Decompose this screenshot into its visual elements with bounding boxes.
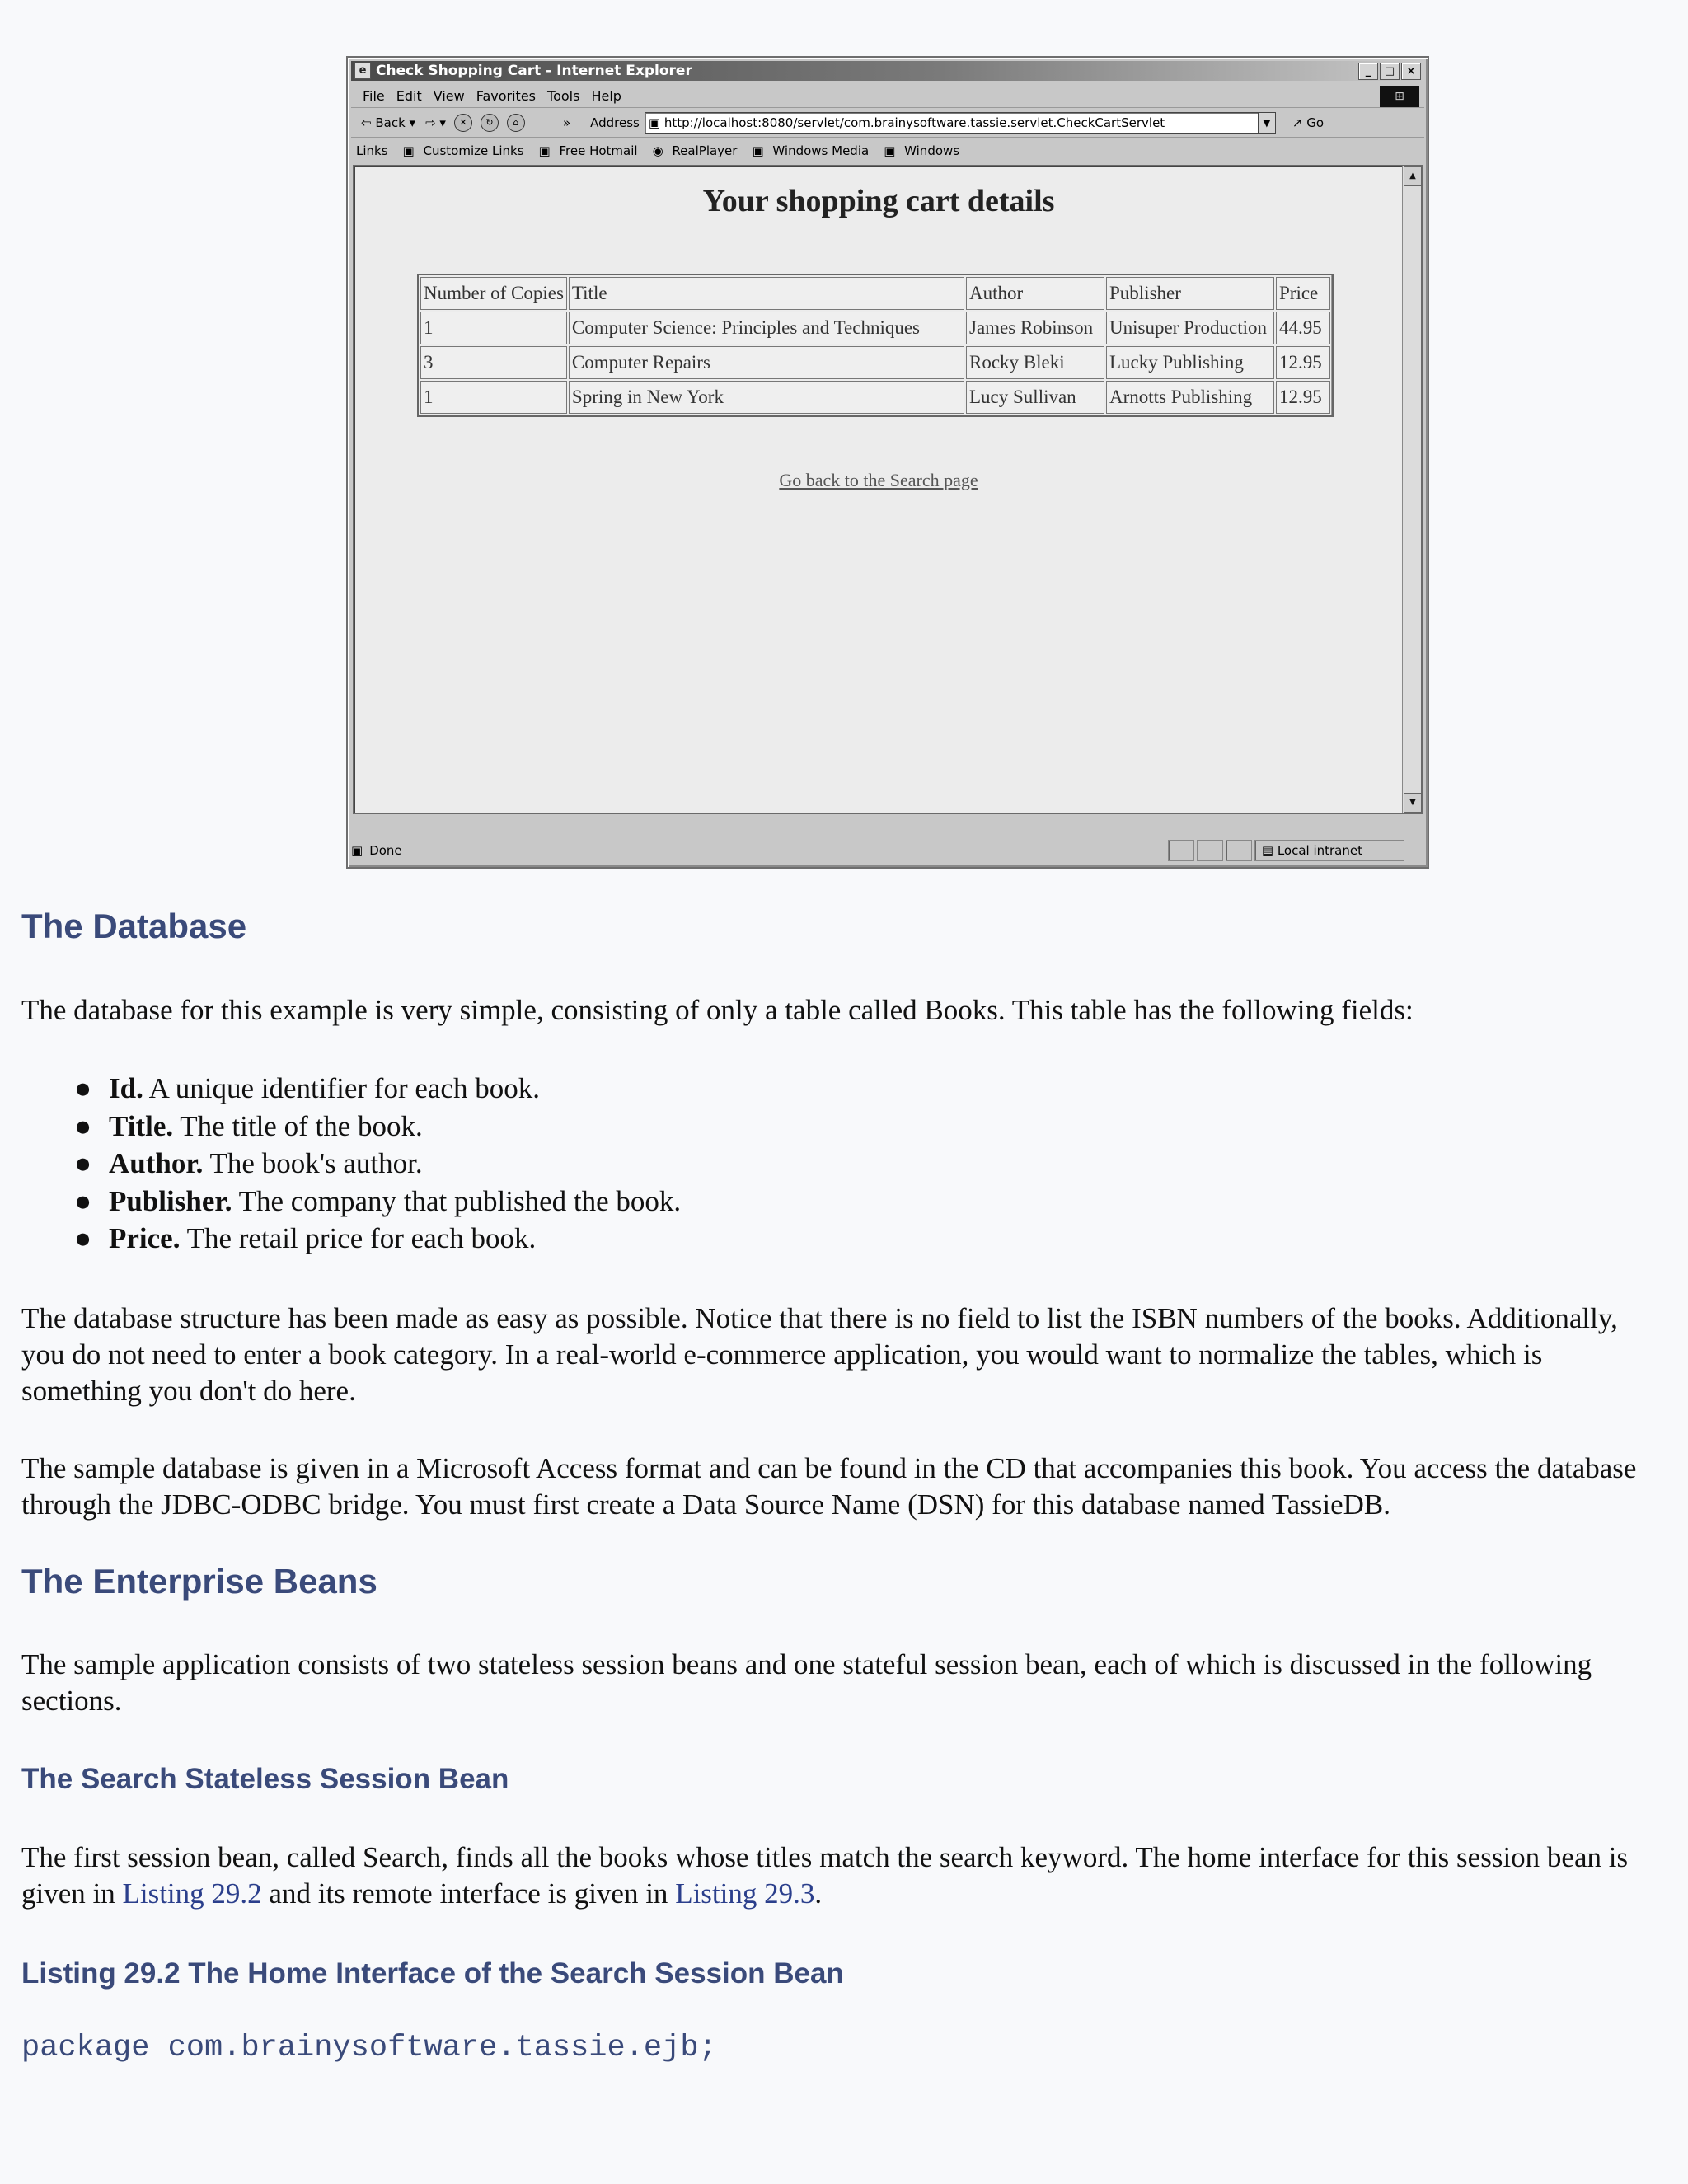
go-arrow-icon: ↗ [1292,115,1303,130]
table-row [420,381,1330,414]
status-panel [1226,840,1252,861]
bullet-icon: ● [74,1147,92,1180]
forward-button[interactable]: ⇨ ▾ [425,115,446,130]
address-label: Address [590,115,640,130]
paragraph-structure: The database structure has been made as easy as possible. Notice that there is no field to list the ISBN numbers of the books. Additionally, you do not need to enter a book category. In a real-world e-commerce application, you would want to normalize the tables, which is something you don't do here. [21,1302,1618,1407]
menu-tools[interactable]: Tools [547,87,580,104]
address-dropdown-icon[interactable]: ▼ [1258,113,1275,133]
list-item: ● Publisher. The company that published the book. [21,1183,1662,1221]
ie-logo-icon: e [354,63,371,79]
link-realplayer[interactable]: ◉ RealPlayer [652,143,738,158]
refresh-icon[interactable]: ↻ [481,114,499,132]
vertical-scrollbar[interactable] [1402,166,1421,813]
paragraph-sample-db: The sample database is given in a Microsoft Access format and can be found in the CD that accompanies this book. You access the database through the JDBC-ODBC bridge. You must first create a Data Source Name (DSN) for this database named TassieDB. [21,1452,1637,1521]
paragraph-database-intro: The database for this example is very simple, consisting of only a table called Books. This table has the following fields: [21,994,1414,1026]
cell-price: 44.95 [1276,312,1330,344]
cell-copies: 1 [420,312,567,344]
stop-icon[interactable]: ✕ [454,114,472,132]
browser-titlebar [351,61,1424,81]
paragraph-beans: The sample application consists of two stateless session beans and one stateful session bean, each of which is discussed in the following sections. [21,1648,1592,1717]
go-label: Go [1306,115,1325,130]
address-url: http://localhost:8080/servlet/com.brainysoftware.tassie.servlet.CheckCartServlet [663,115,1165,130]
cell-title: Computer Science: Principles and Techniques [569,312,964,344]
bullet-icon: ● [74,1072,92,1104]
cell-title: Computer Repairs [569,346,964,379]
cell-publisher: Lucky Publishing [1106,346,1274,379]
cell-author: Lucy Sullivan [966,381,1104,414]
back-to-search-link[interactable]: Go back to the Search page [779,470,978,490]
bullet-icon: ● [74,1184,92,1217]
status-page-icon: ▣ [351,843,363,858]
browser-menubar [351,84,1424,108]
bullet-icon: ● [74,1222,92,1255]
heading-listing-29-2: Listing 29.2 The Home Interface of the Search Session Bean [21,1957,844,1990]
browser-screenshot [346,56,1429,869]
table-header-row [420,277,1330,310]
list-item: ● Id. A unique identifier for each book. [21,1070,1662,1108]
link-windows-media[interactable]: ▣ Windows Media [752,143,870,158]
header-copies: Number of Copies [420,277,567,310]
status-text: Done [369,843,402,858]
cell-publisher: Arnotts Publishing [1106,381,1274,414]
header-publisher: Publisher [1106,277,1274,310]
back-arrow-icon: ⇦ [361,115,376,130]
code-package-line: package com.brainysoftware.tassie.ejb; [21,2031,717,2065]
link-listing-29-2[interactable]: Listing 29.2 [122,1877,262,1910]
list-item: ● Price. The retail price for each book. [21,1220,1662,1258]
go-button[interactable] [1292,115,1324,130]
link-listing-29-3[interactable]: Listing 29.3 [675,1877,815,1910]
links-label: Links [356,143,388,158]
chevron-down-icon: ▾ [405,115,416,130]
cell-price: 12.95 [1276,346,1330,379]
cart-table [417,274,1334,417]
browser-statusbar [351,837,1424,864]
status-panels [1165,840,1404,861]
back-label: Back [375,115,406,130]
table-row [420,312,1330,344]
scroll-down-icon[interactable]: ▼ [1404,793,1422,813]
browser-title: Check Shopping Cart - Internet Explorer [376,63,692,79]
cell-copies: 3 [420,346,567,379]
menu-view[interactable]: View [433,87,465,104]
list-item: ● Title. The title of the book. [21,1108,1662,1146]
link-customize[interactable]: ▣ Customize Links [402,143,524,158]
browser-content [353,165,1423,814]
cell-author: James Robinson [966,312,1104,344]
header-author: Author [966,277,1104,310]
menu-help[interactable]: Help [591,87,621,104]
heading-search-bean: The Search Stateless Session Bean [21,1763,509,1795]
header-price: Price [1276,277,1330,310]
page-icon: ▣ [648,115,664,130]
header-title: Title [569,277,964,310]
cell-title: Spring in New York [569,381,964,414]
cart-heading: Your shopping cart details [702,184,1055,218]
list-item: ● Author. The book's author. [21,1145,1662,1183]
status-panel [1197,840,1223,861]
address-field[interactable] [645,112,1276,134]
close-icon[interactable]: × [1401,63,1421,80]
menu-favorites[interactable]: Favorites [476,87,537,104]
browser-linksbar [351,138,1424,163]
cell-author: Rocky Bleki [966,346,1104,379]
fields-list [21,1070,1662,1258]
link-windows[interactable]: ▣ Windows [884,143,960,158]
home-icon[interactable]: ⌂ [507,114,525,132]
intranet-icon: ▤ [1261,843,1278,858]
windows-flag-icon: ⊞ [1380,86,1419,107]
browser-toolbar [351,109,1424,138]
toolbar-overflow[interactable]: » [562,115,571,130]
minimize-icon[interactable]: _ [1358,63,1378,80]
window-controls [1358,63,1421,80]
heading-database: The Database [21,907,247,945]
menu-file[interactable]: File [363,87,385,104]
security-zone: ▤ Local intranet [1254,840,1404,861]
bullet-icon: ● [74,1109,92,1142]
scroll-up-icon[interactable]: ▲ [1404,166,1422,186]
status-panel [1168,840,1194,861]
paragraph-search: The first session bean, called Search, finds all the books whose titles match the search keyword. The home interface for this session bean is given in Listing 29.2 and its remote interface is given in Listing 29.3. [21,1841,1629,1910]
back-button[interactable] [361,115,415,130]
cell-publisher: Unisuper Production [1106,312,1274,344]
cell-copies: 1 [420,381,567,414]
cell-price: 12.95 [1276,381,1330,414]
menu-edit[interactable]: Edit [396,87,422,104]
link-hotmail[interactable]: ▣ Free Hotmail [538,143,638,158]
maximize-icon[interactable]: □ [1380,63,1400,80]
heading-enterprise-beans: The Enterprise Beans [21,1562,377,1601]
table-row [420,346,1330,379]
